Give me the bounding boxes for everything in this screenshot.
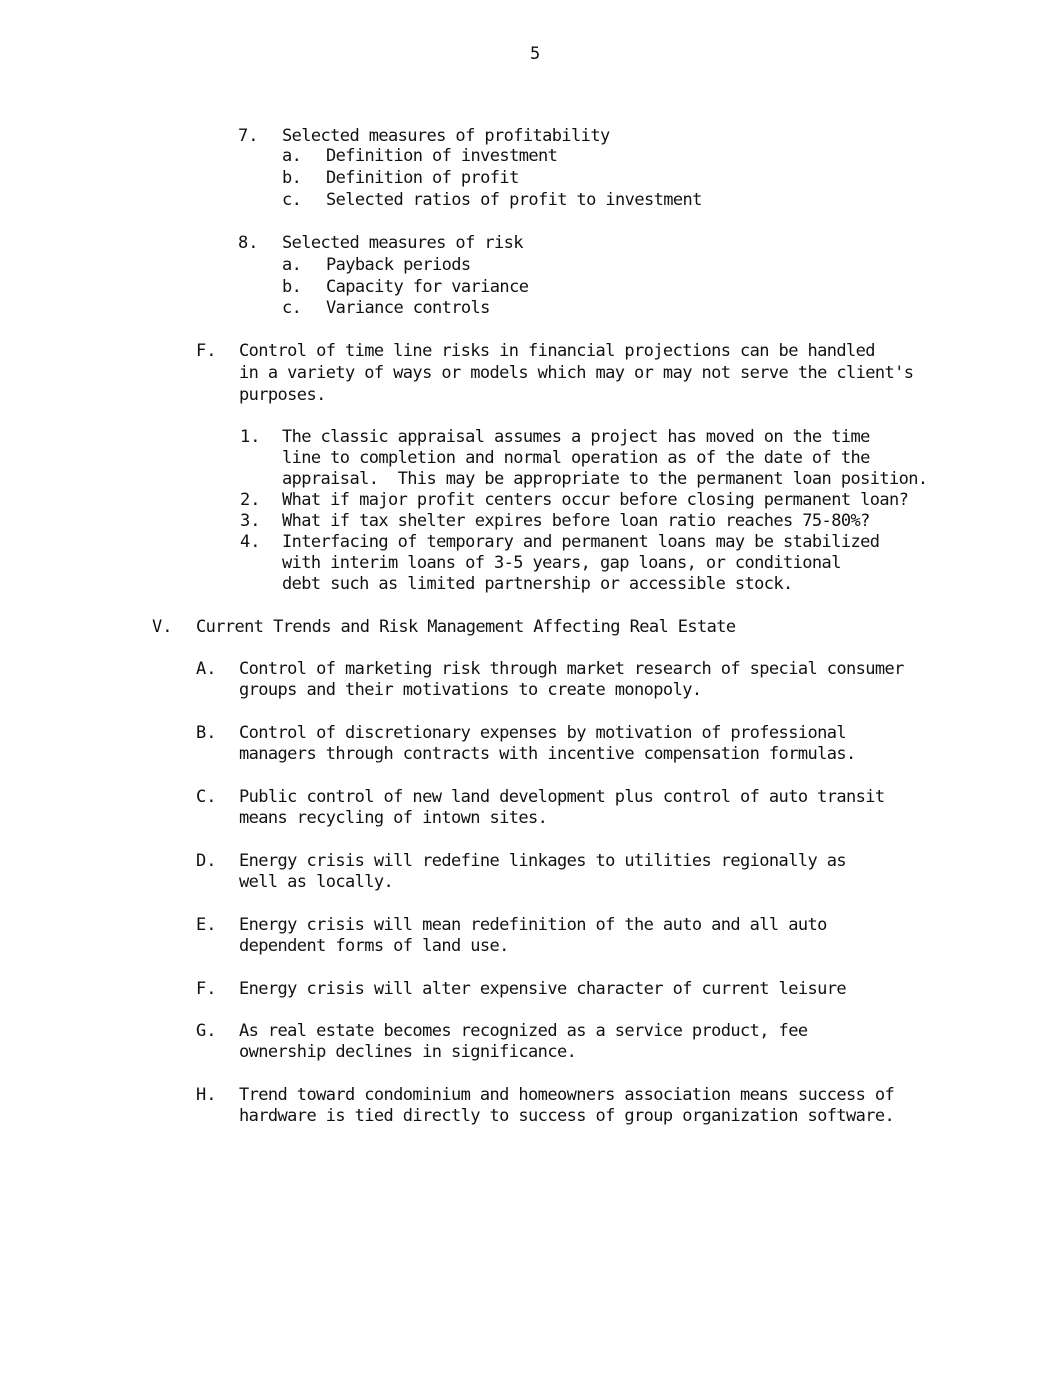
item-label-A: A. xyxy=(196,659,217,679)
subitem-text: Selected ratios of profit to investment xyxy=(326,190,702,210)
item-label-B: B. xyxy=(196,723,217,743)
item-number: 3. xyxy=(240,511,261,531)
item-line: Energy crisis will mean redefinition of the auto and all auto xyxy=(239,915,827,935)
subitem-text: Payback periods xyxy=(326,255,471,275)
item-line: Control of marketing risk through market research of special consumer xyxy=(239,659,904,679)
item-line: What if tax shelter expires before loan ratio reaches 75-80%? xyxy=(282,511,870,531)
item-number-8: 8. xyxy=(238,233,259,253)
paragraph-line: Control of time line risks in financial projections can be handled xyxy=(239,341,875,361)
subitem-label: a. xyxy=(282,146,302,166)
subitem-text: Definition of investment xyxy=(326,146,558,166)
section-title: Current Trends and Risk Management Affecting Real Estate xyxy=(196,617,736,637)
item-label-F: F. xyxy=(196,979,217,999)
page-number: 5 xyxy=(530,44,540,64)
section-label-V: V. xyxy=(152,617,173,637)
subitem-label: b. xyxy=(282,168,302,188)
item-line: hardware is tied directly to success of group organization software. xyxy=(239,1106,895,1126)
item-line: What if major profit centers occur before closing permanent loan? xyxy=(282,490,909,510)
item-label-G: G. xyxy=(196,1021,217,1041)
item-line: Trend toward condominium and homeowners association means success of xyxy=(239,1085,895,1105)
item-label-D: D. xyxy=(196,851,217,871)
subitem-label: c. xyxy=(282,298,302,318)
item-7-title: Selected measures of profitability xyxy=(282,126,610,146)
item-number: 2. xyxy=(240,490,261,510)
item-number-7: 7. xyxy=(238,126,259,146)
item-line: The classic appraisal assumes a project has moved on the time xyxy=(282,427,870,447)
item-line: groups and their motivations to create monopoly. xyxy=(239,680,702,700)
item-8-title: Selected measures of risk xyxy=(282,233,523,253)
item-line: dependent forms of land use. xyxy=(239,936,509,956)
subitem-label: b. xyxy=(282,277,302,297)
section-label-F: F. xyxy=(196,341,217,361)
subitem-label: c. xyxy=(282,190,302,210)
item-label-H: H. xyxy=(196,1085,217,1105)
item-line: means recycling of intown sites. xyxy=(239,808,548,828)
paragraph-line: in a variety of ways or models which may or may not serve the client's xyxy=(239,363,914,383)
item-number: 1. xyxy=(240,427,261,447)
item-label-C: C. xyxy=(196,787,217,807)
item-line: Interfacing of temporary and permanent loans may be stabilized xyxy=(282,532,880,552)
item-line: As real estate becomes recognized as a service product, fee xyxy=(239,1021,808,1041)
subitem-label: a. xyxy=(282,255,302,275)
item-label-E: E. xyxy=(196,915,217,935)
item-line: managers through contracts with incentive compensation formulas. xyxy=(239,744,856,764)
item-number: 4. xyxy=(240,532,261,552)
item-line: with interim loans of 3-5 years, gap loans, or conditional xyxy=(282,553,841,573)
item-line: line to completion and normal operation as of the date of the xyxy=(282,448,870,468)
subitem-text: Variance controls xyxy=(326,298,490,318)
item-line: Energy crisis will alter expensive character of current leisure xyxy=(239,979,846,999)
item-line: debt such as limited partnership or accessible stock. xyxy=(282,574,793,594)
item-line: Energy crisis will redefine linkages to utilities regionally as xyxy=(239,851,846,871)
item-line: ownership declines in significance. xyxy=(239,1042,577,1062)
subitem-text: Definition of profit xyxy=(326,168,519,188)
item-line: well as locally. xyxy=(239,872,394,892)
subitem-text: Capacity for variance xyxy=(326,277,529,297)
item-line: Control of discretionary expenses by motivation of professional xyxy=(239,723,846,743)
paragraph-line: purposes. xyxy=(239,385,326,405)
item-line: appraisal. This may be appropriate to the permanent loan position. xyxy=(282,469,928,489)
item-line: Public control of new land development plus control of auto transit xyxy=(239,787,885,807)
